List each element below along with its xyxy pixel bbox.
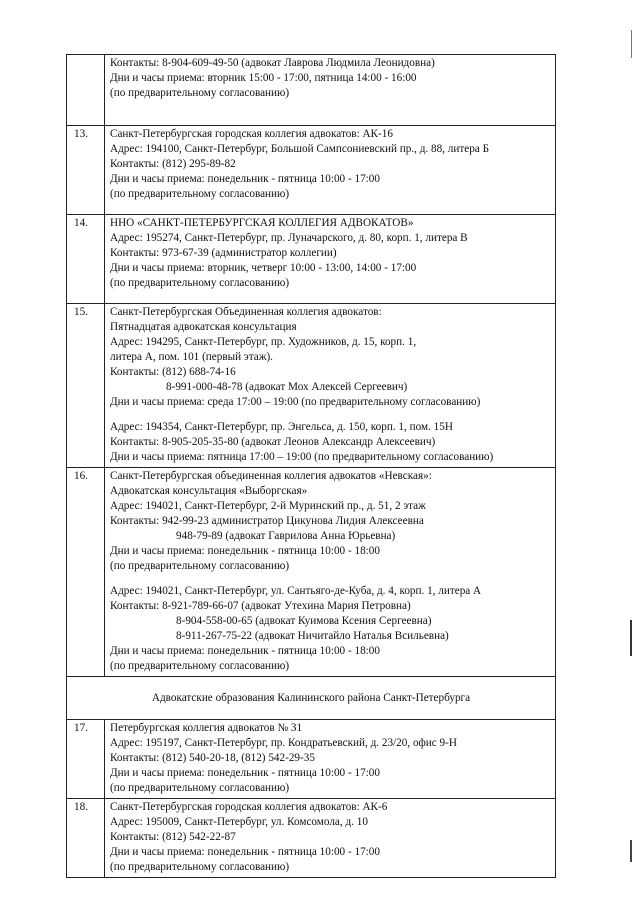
table-row [67,126,556,215]
contacts-line: Контакты: 942-99-23 администратор Цикунова Лидия Алексеевна [110,515,424,527]
section-row [67,677,556,720]
address-line: литера А, пом. 101 (первый этаж). [110,351,273,363]
contacts-line: Контакты: (812) 542-22-87 [110,831,236,843]
hours-line: Дни и часы приема: среда 17:00 – 19:00 (по предварительному согласованию) [110,396,481,408]
association-name: Санкт-Петербургская городская коллегия адвокатов: АК-6 [110,801,388,813]
row-content [105,126,556,215]
address-line: Адрес: 194354, Санкт-Петербург, пр. Энгельса, д. 150, корп. 1, пом. 15Н [110,421,453,433]
row-number: 15. [67,304,105,468]
note-line: (по предварительному согласованию) [110,660,290,672]
scan-edge-mark [630,620,632,656]
association-name: Санкт-Петербургская городская коллегия адвокатов: АК-16 [110,128,393,140]
row-number [67,55,105,126]
association-name: ННО «САНКТ-ПЕТЕРБУРГСКАЯ КОЛЛЕГИЯ АДВОКАТОВ» [110,217,414,229]
contacts-line: Контакты: (812) 295-89-82 [110,158,236,170]
row-number: 16. [67,468,105,677]
note-line: (по предварительному согласованию) [110,560,290,572]
section-header: Адвокатские образования Калининского района Санкт-Петербурга [67,677,556,720]
contacts-line: Контакты: 8-905-205-35-80 (адвокат Леонов Александр Алексеевич) [110,436,436,448]
table-row [67,720,556,799]
hours-line: Дни и часы приема: вторник 15:00 - 17:00, пятница 14:00 - 16:00 [110,72,417,84]
contacts-line: 8-991-000-48-78 (адвокат Мох Алексей Сергеевич) [166,381,408,393]
note-line: (по предварительному согласованию) [110,87,290,99]
table-row [67,215,556,304]
association-name: Санкт-Петербургская объединенная коллегия адвокатов «Невская»: [110,470,432,482]
scan-edge-mark [630,840,632,862]
contacts-line: 8-911-267-75-22 (адвокат Ничитайло Наталья Всильевна) [176,630,449,642]
address-line: Адрес: 194100, Санкт-Петербург, Большой Сампсониевский пр., д. 88, литера Б [110,143,489,155]
contacts-line: 948-79-89 (адвокат Гаврилова Анна Юрьевна) [176,530,396,542]
address-line: Адрес: 195197, Санкт-Петербург, пр. Кондратьевский, д. 23/20, офис 9-Н [110,737,457,749]
table-row [67,799,556,878]
row-content [105,215,556,304]
contacts-line: 8-904-558-00-65 (адвокат Куимова Ксения Сергеевна) [176,615,432,627]
address-line: Адрес: 195274, Санкт-Петербург, пр. Луначарского, д. 80, корп. 1, литера В [110,232,468,244]
address-line: Адрес: 194295, Санкт-Петербург, пр. Художников, д. 15, корп. 1, [110,336,417,348]
contacts-line: Контакты: 8-904-609-49-50 (адвокат Лаврова Людмила Леонидовна) [110,57,435,69]
row-content [105,55,556,126]
note-line: (по предварительному согласованию) [110,782,290,794]
scan-edge-mark [631,30,632,58]
association-name: Петербургская коллегия адвокатов № 31 [110,722,303,734]
row-number: 17. [67,720,105,799]
note-line: (по предварительному согласованию) [110,861,290,873]
hours-line: Дни и часы приема: понедельник - пятница 10:00 - 18:00 [110,645,380,657]
association-name: Санкт-Петербургская Объединенная коллегия адвокатов: [110,306,382,318]
hours-line: Дни и часы приема: вторник, четверг 10:00 - 13:00, 14:00 - 17:00 [110,262,417,274]
note-line: (по предварительному согласованию) [110,277,290,289]
row-content [105,799,556,878]
table-row [67,304,556,468]
note-line: (по предварительному согласованию) [110,188,290,200]
contacts-line: Контакты: (812) 688-74-16 [110,366,236,378]
contacts-line: Контакты: 8-921-789-66-07 (адвокат Утехина Мария Петровна) [110,600,411,612]
row-content [105,720,556,799]
hours-line: Дни и часы приема: пятница 17:00 – 19:00 (по предварительному согласованию) [110,451,494,463]
row-content [105,468,556,677]
hours-line: Дни и часы приема: понедельник - пятница 10:00 - 17:00 [110,173,380,185]
address-line: Адрес: 194021, Санкт-Петербург, ул. Сантьяго-де-Куба, д. 4, корп. 1, литера А [110,585,482,597]
associations-table [66,54,556,878]
consultation-name: Пятнадцатая адвокатская консультация [110,321,297,333]
hours-line: Дни и часы приема: понедельник - пятница 10:00 - 18:00 [110,545,380,557]
address-line: Адрес: 195009, Санкт-Петербург, ул. Комсомола, д. 10 [110,816,368,828]
table-row [67,55,556,126]
hours-line: Дни и часы приема: понедельник - пятница 10:00 - 17:00 [110,767,380,779]
contacts-line: Контакты: 973-67-39 (администратор коллегии) [110,247,337,259]
hours-line: Дни и часы приема: понедельник - пятница 10:00 - 17:00 [110,846,380,858]
address-line: Адрес: 194021, Санкт-Петербург, 2-й Муринский пр., д. 51, 2 этаж [110,500,426,512]
row-number: 14. [67,215,105,304]
row-number: 18. [67,799,105,878]
consultation-name: Адвокатская консультация «Выборгская» [110,485,308,497]
contacts-line: Контакты: (812) 540-20-18, (812) 542-29-35 [110,752,315,764]
table-row [67,468,556,677]
row-number: 13. [67,126,105,215]
row-content [105,304,556,468]
